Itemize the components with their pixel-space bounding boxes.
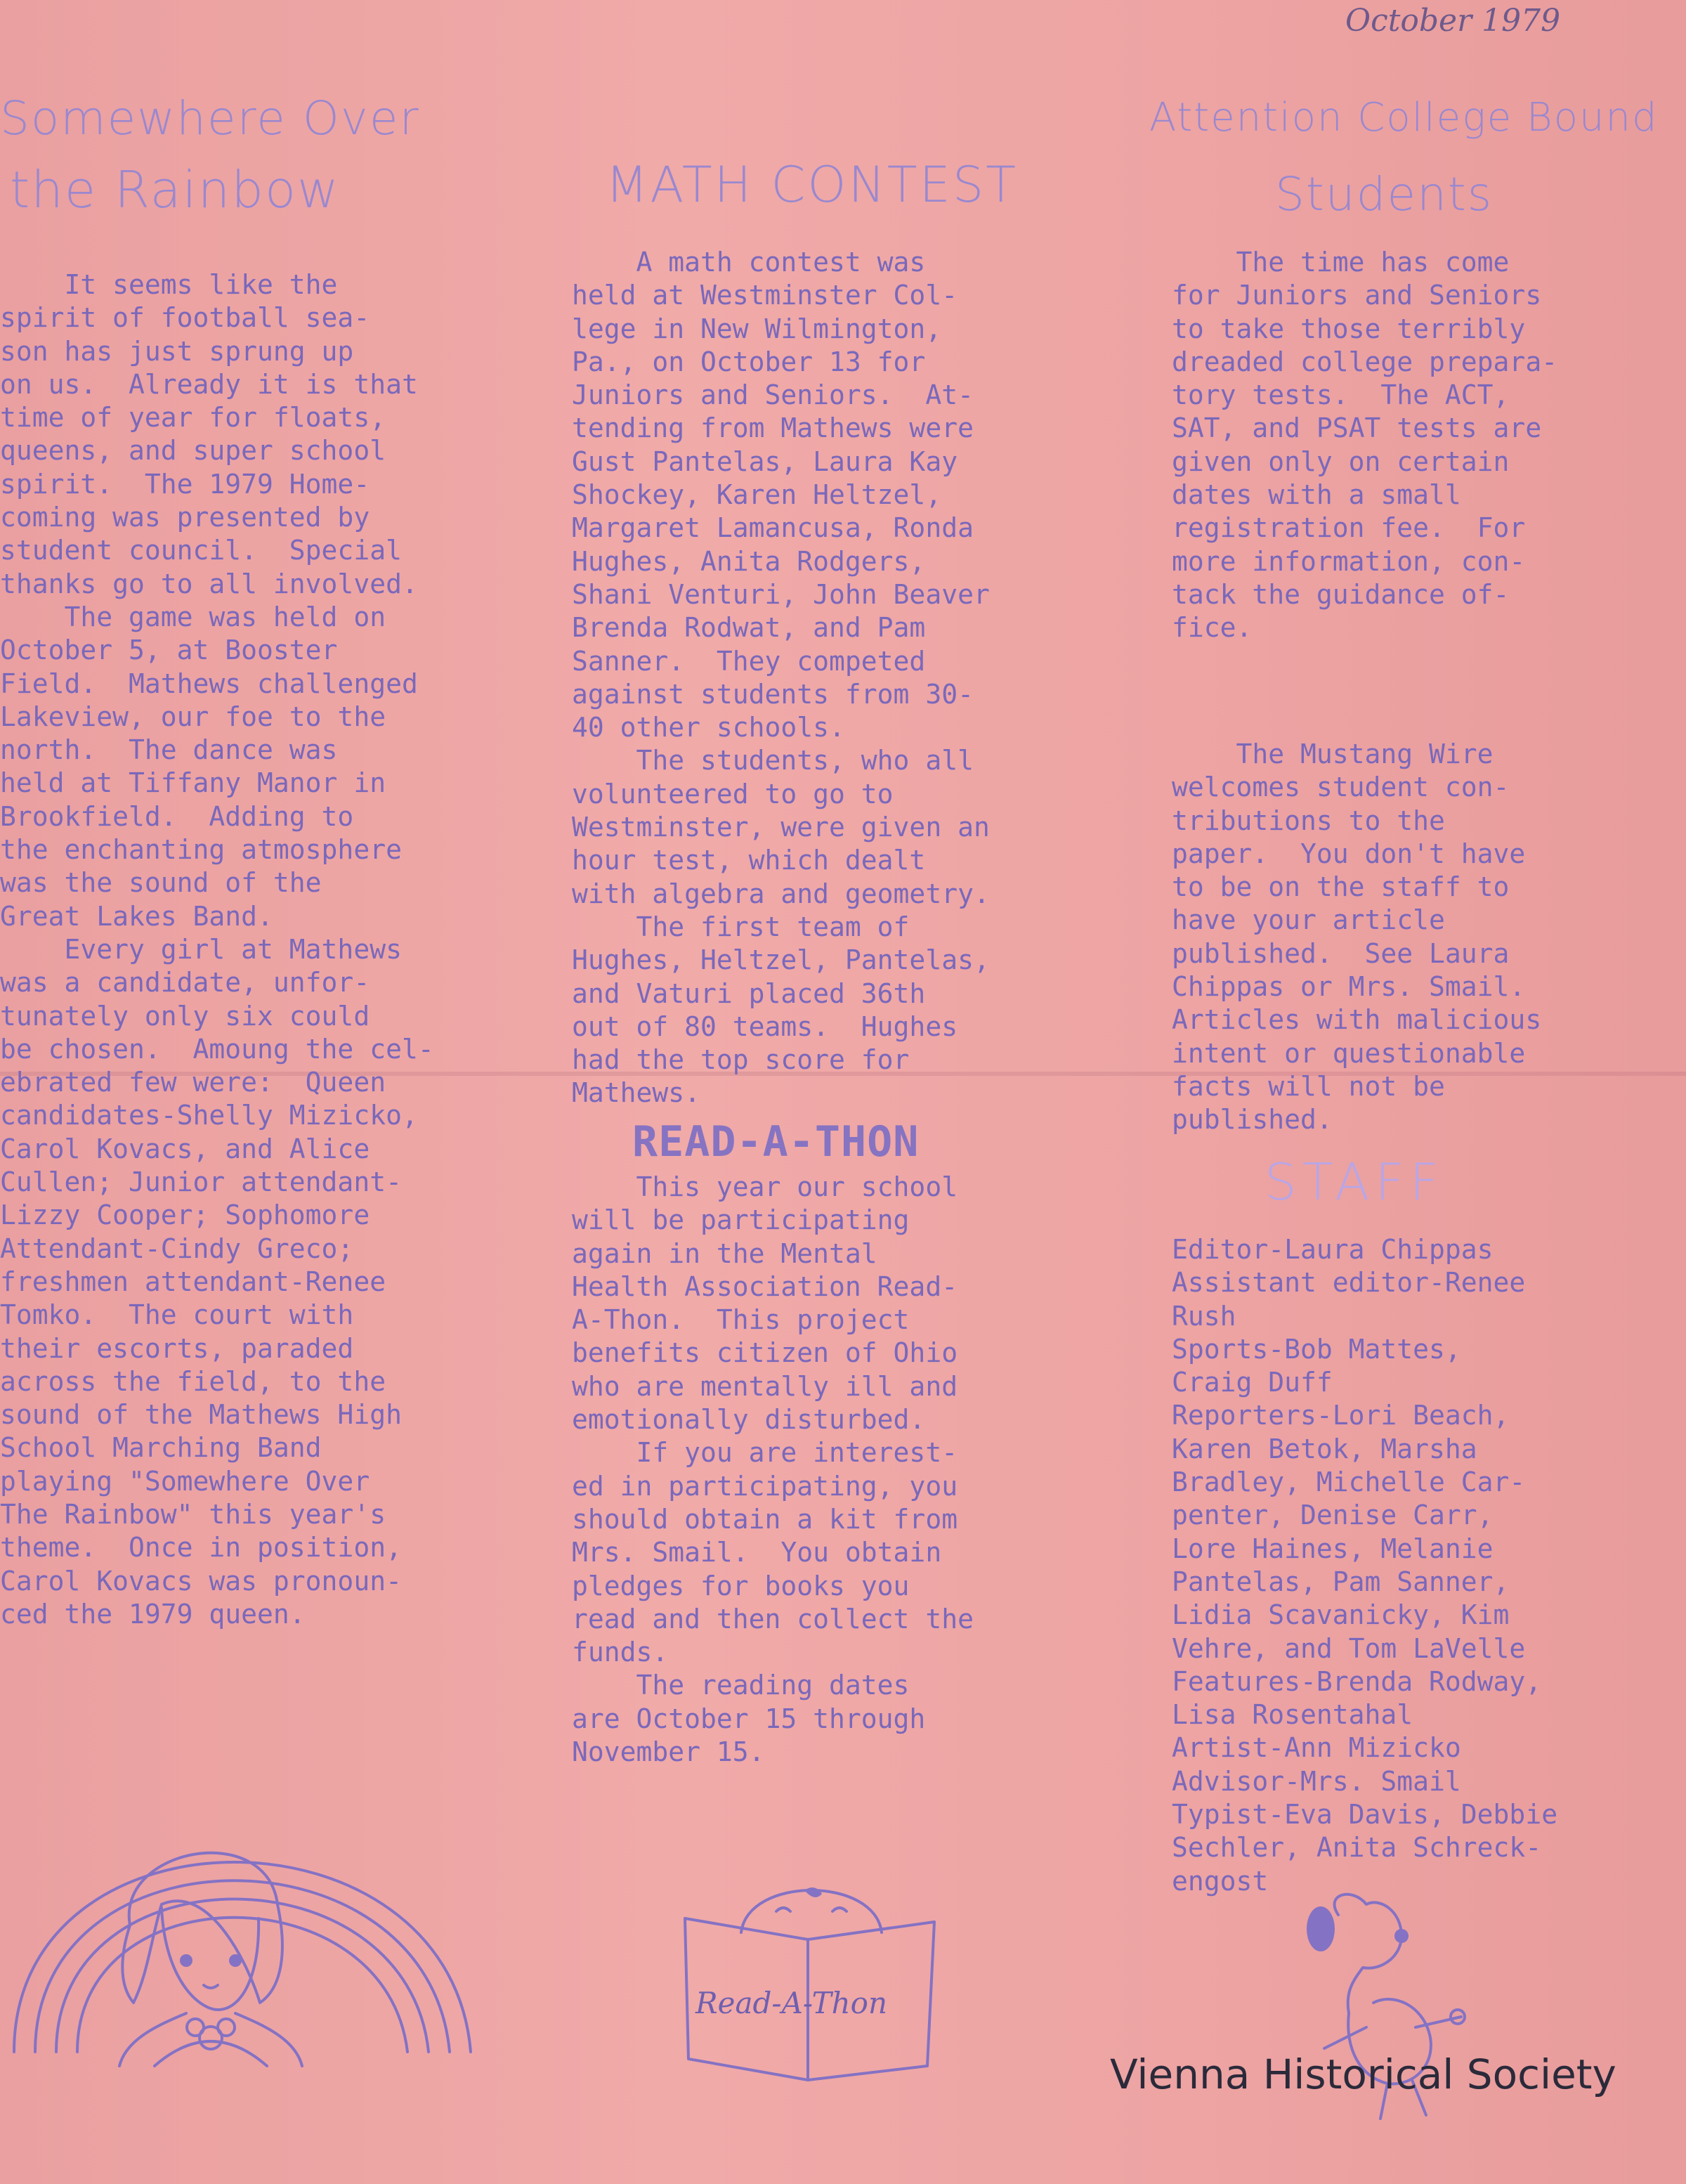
rainbow-article-title-line2: the Rainbow	[10, 160, 340, 219]
math-contest-body: A math contest was held at Westminster Col- lege in New Wilmington, Pa., on October 13 for Juniors and Seniors. At- tending from Mathews were Gust Pantelas, Laura Kay Shockey, Karen Heltzel, Margaret Lamancusa, Ronda Hughes, Anita Rodgers, Shani Venturi, John Beaver Brenda Rodwat, and Pam Sanner. They competed against students from 30- 40 other schools. The students, who all volunteered to go to Westminster, were given an hour test, which dealt with algebra and geometry. The first team of Hughes, Heltzel, Pantelas, and Vaturi placed 36th out of 80 teams. Hughes had the top score for Mathews.	[572, 247, 990, 1109]
mustang-wire-contributions-body: The Mustang Wire welcomes student con- tributions to the paper. You don't have to be on the staff to have your article published. See Laura Chippas or Mrs. Smail. Articles with malicious intent or questionable facts will not be published.	[1172, 739, 1542, 1136]
rainbow-girl-illustration	[0, 1672, 506, 2066]
read-a-thon-title: READ-A-THON	[632, 1117, 920, 1166]
vienna-historical-society-watermark: Vienna Historical Society	[1110, 2050, 1616, 2098]
snoopy-illustration	[1296, 1887, 1486, 2140]
book-cover-label: Read-A-Thon	[695, 1986, 888, 2020]
staff-title: STAFF	[1264, 1152, 1445, 1211]
staff-list: Editor-Laura Chippas Assistant editor-Renee Rush Sports-Bob Mattes, Craig Duff Reporters-Lori Beach, Karen Betok, Marsha Bradley, Michelle Car- penter, Denise Carr, Lore Haines, Melanie Pantelas, Pam Sanner, Lidia Scavanicky, Kim Vehre, and Tom LaVelle Features-Brenda Rodway, Lisa Rosentahal Artist-Ann Mizicko Advisor-Mrs. Smail Typist-Eva Davis, Debbie Sechler, Anita Schreck- engost	[1172, 1234, 1558, 1897]
math-contest-title: MATH CONTEST	[606, 156, 1019, 214]
read-a-thon-body: This year our school will be participating again in the Mental Health Association Read- A-Thon. This project benefits citizen of Ohio who are mentally ill and emotionally disturbed. If you are interest- ed in participating, you should obtain a kit from Mrs. Smail. You obtain pledges for books you read and then collect the funds. The reading dates are October 15 through November 15.	[572, 1171, 974, 1768]
read-a-thon-book-illustration	[671, 1855, 952, 2087]
college-tests-body: The time has come for Juniors and Seniors to take those terribly dreaded college prepara- tory tests. The ACT, SAT, and PSAT tests are given only on certain dates with a small registration fee. For more information, con- tack the guidance of- fice.	[1172, 247, 1558, 644]
college-bound-title-line2: Students	[1275, 167, 1494, 221]
homecoming-article-body: It seems like the spirit of football sea- son has just sprung up on us. Already it is that time of year for floats, queens, and super school spirit. The 1979 Home- coming was presented by student council. Special thanks go to all involved. The game was held on October 5, at Booster Field. Mathews challenged Lakeview, our foe to the north. The dance was held at Tiffany Manor in Brookfield. Adding to the enchanting atmosphere was the sound of the Great Lakes Band. Every girl at Mathews was a candidate, unfor- tunately only six could be chosen. Amoung the cel- ebrated few were: Queen candidates-Shelly Mizicko, Carol Kovacs, and Alice Cullen; Junior attendant- Lizzy Cooper; Sophomore Attendant-Cindy Greco; freshmen attendant-Renee Tomko. The court with their escorts, paraded across the field, to the sound of the Mathews High School Marching Band playing "Somewhere Over The Rainbow" this year's theme. Once in position, Carol Kovacs was pronoun- ced the 1979 queen.	[0, 269, 434, 1630]
college-bound-title-line1: Attention College Bound	[1149, 95, 1659, 141]
rainbow-article-title-line1: Somewhere Over	[0, 91, 420, 145]
date-stamp: October 1979	[1345, 3, 1561, 39]
